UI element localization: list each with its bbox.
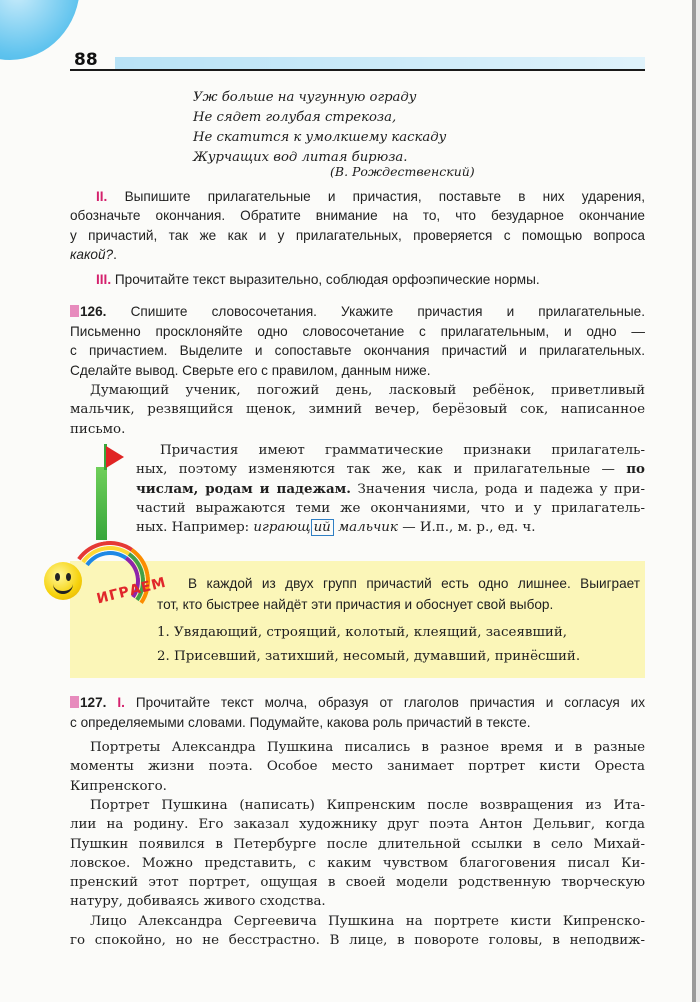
task-ii [96,187,645,207]
text-line: лии на родину. Его заказал художнику друг поэта Антон Дельвиг, когда [70,817,645,833]
phrase-line: мальчик, резвящийся щенок, зимний вечер, берёзовый сок, написанное [70,402,645,418]
text-line: ловское. Можно представить, с каким чувством благоговения писал Ки- [70,855,645,871]
text-line: пренский этот портрет, ощущая в своей модели родственную творческую [70,875,645,891]
game-badge: ИГРАЕМ [95,574,169,608]
rule-line: Значения числа, рода и падежа у при- [357,481,645,497]
game-groups [157,621,637,669]
task-text: у причастий, так же как и у прилагательных, проверяется с помощью вопроса [70,227,645,243]
header-rule [70,69,645,71]
text-line: Лицо Александра Сергеевича Пушкина на портрете кисти Кипренско- [90,914,645,929]
task-ii-cont [70,206,645,265]
smiley-icon [44,562,82,600]
task-marker: I. [117,695,125,710]
task-marker: III. [96,272,112,287]
phrase-line: письмо. [70,421,126,437]
exercise-126 [70,302,645,380]
header-band [115,57,645,69]
text-para-3 [70,912,645,951]
poem-line: Уж больше на чугунную ограду [193,90,417,105]
task-marker: II. [96,189,108,204]
poem [193,88,446,168]
text-line: Портрет Пушкина (написать) Кипренским после возвращения из Ита- [90,798,645,813]
poem-line: Журчащих вод литая бирюза. [193,150,408,165]
exercise-marker-icon [70,696,79,708]
task-text: с определяемыми словами. Подумайте, какова роль причастий в тексте. [70,714,531,730]
rule-line: ных, поэтому изменяются так же, как и прилагательные — [136,462,615,478]
text-para-1 [70,738,645,796]
task-text: Сделайте вывод. Сверьте его с правилом, данным ниже. [70,362,431,378]
text-line: го спокойно, но не бесстрастно. В лице, в повороте головы, в неподвиж- [70,933,645,949]
rule-line: частий выражаются теми же окончаниями, что и у прилагатель- [136,500,645,516]
task-text: с причастием. Выделите и сопоставьте окончания причастий и прилагательных. [70,343,645,358]
game-group: 1. Увядающий, строящий, колотый, клеящий, засеявший, [157,625,568,640]
task-question: какой? [70,247,114,262]
rule-text [136,441,645,537]
corner-decoration [0,0,80,60]
task-text: Прочитайте текст выразительно, соблюдая орфоэпические нормы. [114,272,540,287]
example-word: мальчик [338,520,398,536]
rule-bold: числам, родам и падежам. [136,480,351,497]
rule-bold: по [626,461,645,478]
game-intro-cont [157,595,640,615]
task-text: Прочитайте текст молча, образуя от глаголов причастия и согласуя их [135,695,646,710]
poem-author: (В. Рождественский) [330,164,475,179]
poem-line: Не скатится к умолкшему каскаду [193,130,447,145]
game-group: 2. Присевший, затихший, несомый, думавший, принёсший. [157,649,581,664]
phrases-list [70,381,645,439]
text-line: Пушкин появился в Петербурге после длительной ссылки в село Михай- [70,836,645,852]
example-stem: играющ [253,520,311,536]
task-text: Спишите словосочетания. Укажите причастия и прилагательные. [130,304,646,319]
text-line: моменты жизни поэта. Особое место занимает портрет кисти Ореста [70,759,645,775]
phrase-line: Думающий ученик, погожий день, ласковый ребёнок, приветливый [90,383,645,398]
game-text: В каждой из двух групп причастий есть одно лишнее. Выиграет [188,576,640,591]
rule-line: — И.п., м. р., ед. ч. [402,520,536,536]
game-text: тот, кто быстрее найдёт эти причастия и обоснует свой выбор. [157,597,554,612]
task-text: Выпишите прилагательные и причастия, поставьте в них ударения, [124,189,645,204]
task-text: . [113,247,117,262]
page-number: 88 [74,50,98,70]
exercise-number: 127. [80,695,107,710]
text-line: Кипренского. [70,778,167,794]
task-iii [96,270,645,290]
rule-line: Причастия имеют грамматические признаки прилагатель- [160,443,645,458]
task-text: Письменно просклоняйте одно словосочетание с прилагательным, и одно — [70,323,645,339]
text-line: натуру, добиваясь живого сходства. [70,894,326,910]
rule-line: ных. Например: [136,520,250,536]
exercise-127 [70,693,645,732]
text-para-2 [70,796,645,912]
poem-line: Не сядет голубая стрекоза, [193,110,397,125]
game-intro [188,574,640,594]
rule-flag-icon [106,446,124,468]
text-line: Портреты Александра Пушкина писались в разное время и в разные [90,740,645,755]
exercise-number: 126. [80,304,107,319]
task-text: обозначьте окончания. Обратите внимание на то, что безударное окончание [70,208,645,223]
example-ending-box: ий [311,519,334,536]
exercise-marker-icon [70,305,79,317]
rule-bar [96,467,107,540]
